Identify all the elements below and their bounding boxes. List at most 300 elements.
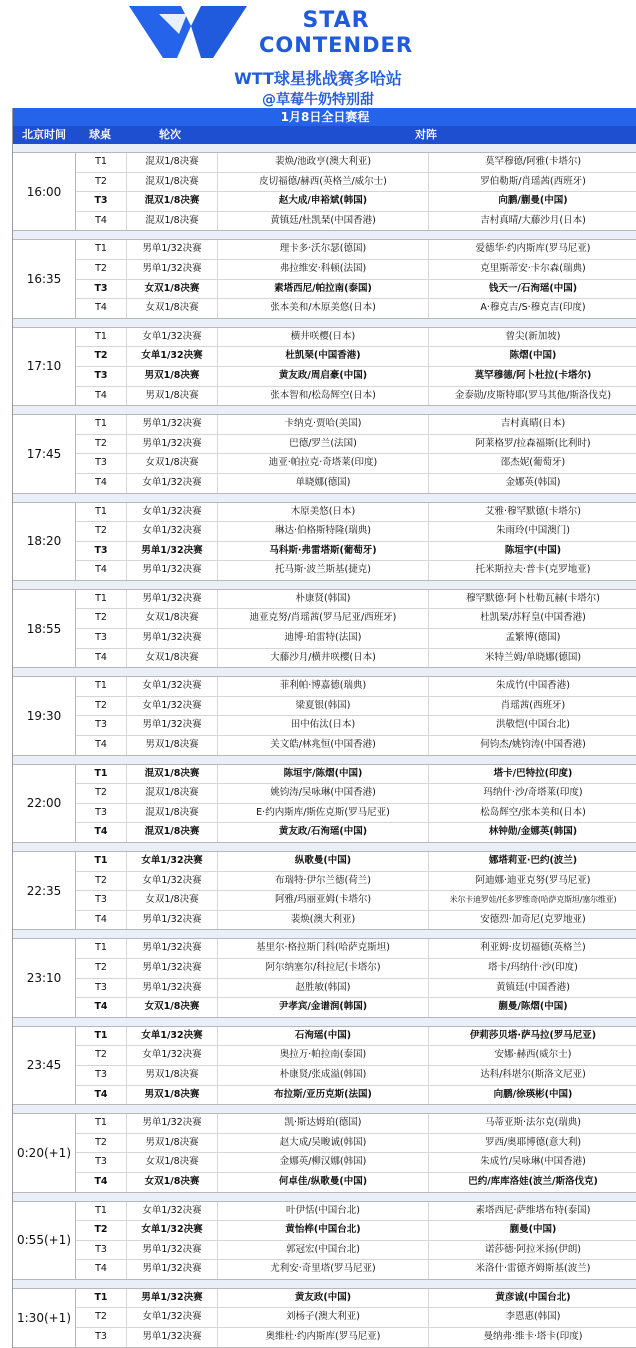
match-row xyxy=(76,609,636,629)
match-rows xyxy=(76,1289,636,1347)
match-row xyxy=(76,649,636,668)
player-side-b: 伊莉莎贝塔·萨马拉(罗马尼亚) xyxy=(469,1029,597,1041)
player-side-b: 娜塔莉亚·巴约(波兰) xyxy=(488,855,578,866)
player-side-b: 蒯曼/陈熠(中国) xyxy=(498,1001,568,1013)
match-row xyxy=(76,1027,636,1047)
player-side-b: 曼纳弗·维卡·塔卡(印度) xyxy=(483,1331,583,1343)
player-side-a: 刘杨子(澳大利亚) xyxy=(218,1308,429,1327)
match-row xyxy=(76,804,636,824)
round-label: 女单1/32决赛 xyxy=(127,1046,218,1065)
player-side-b: 克里斯蒂安·卡尔森(瑞典) xyxy=(480,262,586,274)
round-label: 男单1/32决赛 xyxy=(127,939,218,958)
player-side-a: 弗拉维安·科顿(法国) xyxy=(218,260,429,279)
table-number: T2 xyxy=(76,1221,127,1240)
match-row xyxy=(76,522,636,542)
match-row xyxy=(76,716,636,736)
player-side-b: 阿迪娜·迪亚克努(罗马尼亚) xyxy=(475,874,591,886)
player-side-a: 迪亚·帕拉克·奇塔莱(印度) xyxy=(218,454,429,473)
player-side-b: 达科/科堪尔(斯洛文尼亚) xyxy=(480,1068,586,1080)
match-row xyxy=(76,280,636,300)
match-row xyxy=(76,736,636,755)
time-slot: 16:35 xyxy=(13,240,76,317)
match-row xyxy=(76,503,636,523)
round-label: 女单1/32决赛 xyxy=(127,872,218,891)
match-rows xyxy=(76,939,636,1016)
player-side-a: 阿尔纳塞尔/科拉尼(卡塔尔) xyxy=(218,959,429,978)
match-row xyxy=(76,1046,636,1066)
match-row xyxy=(76,784,636,804)
round-label: 女双1/8决赛 xyxy=(127,280,218,299)
round-label: 女单1/32决赛 xyxy=(127,328,218,347)
time-block xyxy=(13,153,636,231)
round-label: 混双1/8决赛 xyxy=(127,784,218,803)
player-side-b: 金泰勋/皮斯特耶(罗马其他/斯洛伐克) xyxy=(454,389,612,401)
match-row xyxy=(76,1289,636,1309)
player-side-a: E·约内斯库/斯佐克斯(罗马尼亚) xyxy=(218,804,429,823)
block-spacer xyxy=(13,1018,636,1027)
match-row xyxy=(76,561,636,580)
round-label: 女单1/32决赛 xyxy=(127,1027,218,1046)
player-side-b: 莫罕穆德/阿卜杜拉(卡塔尔) xyxy=(474,369,592,381)
header xyxy=(0,0,636,118)
block-spacer xyxy=(13,144,636,153)
match-row xyxy=(76,697,636,717)
player-side-a: 迪亚克努/肖瑶茜(罗马尼亚/西班牙) xyxy=(218,609,429,628)
round-label: 男双1/8决赛 xyxy=(127,387,218,406)
table-number: T4 xyxy=(76,1086,127,1105)
player-side-b: 莫罕穆德/阿雅(卡塔尔) xyxy=(484,156,582,167)
time-slot: 19:30 xyxy=(13,677,76,754)
time-slot: 22:00 xyxy=(13,765,76,842)
match-row xyxy=(76,1173,636,1192)
player-side-b: 玛纳什·沙/奇塔莱(印度) xyxy=(483,787,583,799)
round-label: 男单1/32决赛 xyxy=(127,1114,218,1133)
round-label: 女单1/32决赛 xyxy=(127,503,218,522)
match-row xyxy=(76,454,636,474)
player-side-b: 孟繁博(德国) xyxy=(505,632,561,644)
player-side-b: 阿莱格罗/拉森福斯(比利时) xyxy=(475,437,591,449)
match-row xyxy=(76,911,636,930)
col-header-match: 对阵 xyxy=(415,128,437,141)
player-side-a: 叶伊恬(中国台北) xyxy=(218,1202,429,1221)
table-number: T4 xyxy=(76,299,127,318)
match-row xyxy=(76,677,636,697)
match-row xyxy=(76,328,636,348)
round-label: 男单1/32决赛 xyxy=(127,590,218,609)
round-label: 男单1/32决赛 xyxy=(127,959,218,978)
round-label: 男双1/8决赛 xyxy=(127,1066,218,1085)
time-slot: 18:55 xyxy=(13,590,76,667)
player-side-a: 黄友政/周启豪(中国) xyxy=(218,367,429,386)
player-side-a: 赵大成/吴畯诚(韩国) xyxy=(218,1134,429,1153)
table-number: T1 xyxy=(76,1114,127,1133)
player-side-a: 尹孝宾/金谱润(韩国) xyxy=(218,998,429,1017)
player-side-a: 阿雅/玛丽亚姆(卡塔尔) xyxy=(218,891,429,910)
player-side-a: 何卓佳/纵歌曼(中国) xyxy=(218,1173,429,1192)
match-row xyxy=(76,1260,636,1279)
table-number: T1 xyxy=(76,328,127,347)
col-header-round: 轮次 xyxy=(159,128,181,141)
match-row xyxy=(76,474,636,493)
round-label: 女单1/32决赛 xyxy=(127,697,218,716)
table-number: T2 xyxy=(76,697,127,716)
match-rows xyxy=(76,1114,636,1191)
table-number: T1 xyxy=(76,153,127,172)
table-number: T4 xyxy=(76,387,127,406)
table-number: T1 xyxy=(76,590,127,609)
player-side-a: 素塔西尼/帕拉南(泰国) xyxy=(218,280,429,299)
block-spacer xyxy=(13,319,636,328)
table-number: T3 xyxy=(76,1066,127,1085)
time-slot: 22:35 xyxy=(13,852,76,929)
round-label: 男单1/32决赛 xyxy=(127,542,218,561)
match-row xyxy=(76,1153,636,1173)
match-row xyxy=(76,387,636,406)
table-number: T4 xyxy=(76,823,127,842)
match-row xyxy=(76,1221,636,1241)
match-row xyxy=(76,1308,636,1328)
player-side-a: 托马斯·波兰斯基(捷克) xyxy=(218,561,429,580)
table-number: T2 xyxy=(76,1046,127,1065)
player-side-b: 吉村真晴/大藤沙月(日本) xyxy=(480,214,586,226)
time-block xyxy=(13,1027,636,1105)
table-number: T3 xyxy=(76,1153,127,1172)
table-number: T3 xyxy=(76,629,127,648)
round-label: 女双1/8决赛 xyxy=(127,1173,218,1192)
player-side-a: 单晓娜(德国) xyxy=(218,474,429,493)
player-side-a: 赵胜敏(韩国) xyxy=(218,979,429,998)
player-side-a: 裴焕/池政亨(澳大利亚) xyxy=(218,153,429,172)
day-title: 1月8日全日赛程 xyxy=(13,108,636,126)
player-side-a: 姚钧涛/吴咏琳(中国香港) xyxy=(218,784,429,803)
time-block xyxy=(13,1289,636,1348)
wtt-logo-icon xyxy=(129,6,247,58)
match-rows xyxy=(76,677,636,754)
table-number: T1 xyxy=(76,1202,127,1221)
logo-line1: STAR xyxy=(302,8,370,33)
table-number: T3 xyxy=(76,367,127,386)
time-block xyxy=(13,415,636,493)
match-row xyxy=(76,299,636,318)
col-header-table: 球桌 xyxy=(89,128,111,141)
round-label: 女双1/8决赛 xyxy=(127,609,218,628)
time-slot: 23:10 xyxy=(13,939,76,1016)
player-side-b: 利亚姆·皮切福德(英格兰) xyxy=(480,942,586,954)
match-row xyxy=(76,1066,636,1086)
player-side-b: 向鹏/蒯曼(中国) xyxy=(498,195,568,207)
block-spacer xyxy=(13,1105,636,1114)
round-label: 男双1/8决赛 xyxy=(127,1086,218,1105)
table-number: T3 xyxy=(76,192,127,211)
player-side-a: 菲利帕·博嘉德(瑞典) xyxy=(218,677,429,696)
match-rows xyxy=(76,852,636,929)
match-rows xyxy=(76,153,636,230)
match-row xyxy=(76,891,636,911)
player-side-a: 朴康贤/张成溢(韩国) xyxy=(218,1066,429,1085)
table-number: T2 xyxy=(76,1134,127,1153)
table-number: T1 xyxy=(76,1027,127,1046)
player-side-a: 纵歌曼(中国) xyxy=(218,852,429,871)
player-side-b: 安娜·赫西(威尔士) xyxy=(494,1049,572,1061)
table-number: T2 xyxy=(76,872,127,891)
schedule-table xyxy=(12,108,636,1348)
table-number: T1 xyxy=(76,677,127,696)
player-side-a: 田中佑汰(日本) xyxy=(218,716,429,735)
table-number: T2 xyxy=(76,347,127,366)
match-row xyxy=(76,1114,636,1134)
round-label: 混双1/8决赛 xyxy=(127,192,218,211)
player-side-b: 林钟勋/金娜英(韩国) xyxy=(488,826,578,838)
match-row xyxy=(76,629,636,649)
round-label: 男单1/32决赛 xyxy=(127,1328,218,1347)
time-block xyxy=(13,503,636,581)
match-rows xyxy=(76,1202,636,1279)
round-label: 男单1/32决赛 xyxy=(127,435,218,454)
player-side-b: 米特兰姆/单晓娜(德国) xyxy=(484,651,582,663)
time-block xyxy=(13,240,636,318)
round-label: 混双1/8决赛 xyxy=(127,765,218,784)
player-side-b: 肖瑶茜(西班牙) xyxy=(500,699,566,711)
table-number: T2 xyxy=(76,260,127,279)
player-side-a: 理卡多·沃尔瑟(德国) xyxy=(218,240,429,259)
round-label: 女单1/32决赛 xyxy=(127,347,218,366)
table-number: T4 xyxy=(76,1173,127,1192)
player-side-b: 米尔卡迪罗娃/托多罗维奇(哈萨克斯坦/塞尔维亚) xyxy=(449,895,617,905)
match-row xyxy=(76,765,636,785)
match-rows xyxy=(76,590,636,667)
player-side-a: 杜凯琹(中国香港) xyxy=(218,347,429,366)
table-number: T2 xyxy=(76,609,127,628)
player-side-a: 马科斯·弗雷塔斯(葡萄牙) xyxy=(218,542,429,561)
table-number: T3 xyxy=(76,454,127,473)
player-side-a: 卡纳克·贾哈(美国) xyxy=(218,415,429,434)
col-header-time: 北京时间 xyxy=(22,128,66,141)
player-side-a: 张本美和/木原美悠(日本) xyxy=(218,299,429,318)
time-slot: 1:30(+1) xyxy=(13,1289,76,1347)
match-row xyxy=(76,1134,636,1154)
player-side-b: 朱成竹/吴咏琳(中国香港) xyxy=(480,1156,586,1168)
player-side-b: 曾尖(新加坡) xyxy=(505,330,561,342)
table-number: T2 xyxy=(76,1308,127,1327)
table-number: T4 xyxy=(76,911,127,930)
table-number: T3 xyxy=(76,1241,127,1260)
table-number: T1 xyxy=(76,939,127,958)
player-side-b: 陈垣宇(中国) xyxy=(504,544,562,556)
match-row xyxy=(76,823,636,842)
table-number: T4 xyxy=(76,212,127,231)
player-side-a: 关文皓/林兆恒(中国香港) xyxy=(218,736,429,755)
round-label: 女双1/8决赛 xyxy=(127,454,218,473)
player-side-b: 塔卡/巴特拉(印度) xyxy=(493,767,573,779)
player-side-b: 松岛辉空/张本美和(日本) xyxy=(480,806,586,818)
player-side-a: 赵大成/申裕斌(韩国) xyxy=(218,192,429,211)
match-row xyxy=(76,1241,636,1261)
match-row xyxy=(76,1202,636,1222)
table-number: T1 xyxy=(76,240,127,259)
player-side-b: A·穆克吉/S·穆克吉(印度) xyxy=(480,302,586,314)
round-label: 男单1/32决赛 xyxy=(127,911,218,930)
match-row xyxy=(76,852,636,872)
time-blocks xyxy=(13,144,636,1348)
block-spacer xyxy=(13,494,636,503)
player-side-b: 素塔西尼·萨维塔布特(泰国) xyxy=(475,1204,591,1216)
round-label: 男双1/8决赛 xyxy=(127,736,218,755)
table-number: T4 xyxy=(76,736,127,755)
time-block xyxy=(13,1114,636,1192)
match-row xyxy=(76,1328,636,1347)
player-side-b: 金娜英(韩国) xyxy=(505,476,561,488)
match-row xyxy=(76,192,636,212)
player-side-b: 钱天一/石洵瑶(中国) xyxy=(488,282,578,294)
player-side-b: 李恩惠(韩国) xyxy=(505,1311,561,1323)
match-row xyxy=(76,173,636,193)
time-block xyxy=(13,328,636,406)
round-label: 男单1/32决赛 xyxy=(127,629,218,648)
time-slot: 23:45 xyxy=(13,1027,76,1104)
round-label: 男单1/32决赛 xyxy=(127,1289,218,1308)
round-label: 混双1/8决赛 xyxy=(127,153,218,172)
round-label: 女双1/8决赛 xyxy=(127,649,218,668)
player-side-a: 石洵瑶(中国) xyxy=(218,1027,429,1046)
table-number: T4 xyxy=(76,998,127,1017)
player-side-b: 黄镇廷(中国香港) xyxy=(496,981,570,993)
time-slot: 0:20(+1) xyxy=(13,1114,76,1191)
player-side-b: 陈熠(中国) xyxy=(509,350,557,362)
round-label: 女单1/32决赛 xyxy=(127,1221,218,1240)
table-number: T2 xyxy=(76,959,127,978)
table-number: T3 xyxy=(76,716,127,735)
time-slot: 17:10 xyxy=(13,328,76,405)
block-spacer xyxy=(13,668,636,677)
round-label: 女双1/8决赛 xyxy=(127,1153,218,1172)
match-row xyxy=(76,367,636,387)
block-spacer xyxy=(13,406,636,415)
player-side-a: 尤利安·奇里塔(罗马尼亚) xyxy=(218,1260,429,1279)
player-side-a: 张本智和/松岛辉空(日本) xyxy=(218,387,429,406)
match-row xyxy=(76,212,636,231)
round-label: 女单1/32决赛 xyxy=(127,1202,218,1221)
round-label: 男双1/8决赛 xyxy=(127,367,218,386)
player-side-b: 何钧杰/姚钧涛(中国香港) xyxy=(480,739,586,751)
table-number: T1 xyxy=(76,1289,127,1308)
block-spacer xyxy=(13,843,636,852)
player-side-b: 安德烈·加奇尼(克罗地亚) xyxy=(480,913,586,925)
round-label: 混双1/8决赛 xyxy=(127,173,218,192)
match-row xyxy=(76,153,636,173)
table-number: T3 xyxy=(76,979,127,998)
match-row xyxy=(76,979,636,999)
player-side-b: 洪敬恺(中国台北) xyxy=(496,719,570,731)
table-number: T3 xyxy=(76,542,127,561)
round-label: 混双1/8决赛 xyxy=(127,212,218,231)
match-row xyxy=(76,542,636,562)
match-row xyxy=(76,590,636,610)
round-label: 女单1/32决赛 xyxy=(127,852,218,871)
time-block xyxy=(13,939,636,1017)
player-side-b: 托米斯拉夫·普卡(克罗地亚) xyxy=(475,564,591,576)
table-number: T4 xyxy=(76,561,127,580)
round-label: 混双1/8决赛 xyxy=(127,823,218,842)
table-number: T2 xyxy=(76,435,127,454)
player-side-a: 金娜英/柳汉娜(韩国) xyxy=(218,1153,429,1172)
time-block xyxy=(13,852,636,930)
match-rows xyxy=(76,415,636,492)
player-side-a: 黄镇廷/杜凯琹(中国香港) xyxy=(218,212,429,231)
match-row xyxy=(76,959,636,979)
column-header-row xyxy=(13,126,636,144)
match-row xyxy=(76,872,636,892)
match-row xyxy=(76,1086,636,1105)
player-side-b: 向鹏/徐瑛彬(中国) xyxy=(493,1088,573,1100)
logo-line2: CONTENDER xyxy=(258,33,414,57)
table-number: T1 xyxy=(76,415,127,434)
round-label: 女单1/32决赛 xyxy=(127,474,218,493)
time-slot: 17:45 xyxy=(13,415,76,492)
match-rows xyxy=(76,503,636,580)
match-row xyxy=(76,415,636,435)
player-side-b: 朱雨玲(中国澳门) xyxy=(496,525,570,537)
block-spacer xyxy=(13,756,636,765)
round-label: 男单1/32决赛 xyxy=(127,1260,218,1279)
player-side-b: 马蒂亚斯·法尔克(瑞典) xyxy=(485,1117,581,1129)
player-side-a: 布瑞特·伊尔兰德(荷兰) xyxy=(218,872,429,891)
block-spacer xyxy=(13,1280,636,1289)
time-block xyxy=(13,1202,636,1280)
player-side-b: 邵杰妮(葡萄牙) xyxy=(500,457,566,469)
round-label: 女单1/32决赛 xyxy=(127,1308,218,1327)
match-row xyxy=(76,240,636,260)
round-label: 男单1/32决赛 xyxy=(127,240,218,259)
table-number: T2 xyxy=(76,522,127,541)
table-number: T2 xyxy=(76,784,127,803)
match-row xyxy=(76,939,636,959)
time-slot: 18:20 xyxy=(13,503,76,580)
match-row xyxy=(76,347,636,367)
table-number: T1 xyxy=(76,852,127,871)
table-number: T4 xyxy=(76,649,127,668)
player-side-a: 迪博·珀雷特(法国) xyxy=(218,629,429,648)
player-side-b: 艾雅·穆罕默德(卡塔尔) xyxy=(485,505,581,517)
player-side-b: 黄彦诚(中国台北) xyxy=(495,1291,571,1303)
table-number: T3 xyxy=(76,804,127,823)
player-side-a: 琳达·伯格斯特隆(瑞典) xyxy=(218,522,429,541)
player-side-b: 罗西/奥耶博德(意大利) xyxy=(484,1136,582,1148)
table-number: T3 xyxy=(76,280,127,299)
round-label: 女单1/32决赛 xyxy=(127,677,218,696)
player-side-b: 朱成竹(中国香港) xyxy=(496,680,570,692)
table-number: T1 xyxy=(76,765,127,784)
author-handle: @草莓牛奶特别甜 xyxy=(262,92,374,108)
round-label: 女单1/32决赛 xyxy=(127,522,218,541)
player-side-b: 罗伯勒斯/肖瑶茜(西班牙) xyxy=(480,175,586,187)
player-side-a: 横井咲樱(日本) xyxy=(218,328,429,347)
player-side-a: 朴康贤(韩国) xyxy=(218,590,429,609)
player-side-a: 奥维杜·约内斯库(罗马尼亚) xyxy=(218,1328,429,1347)
round-label: 男单1/32决赛 xyxy=(127,260,218,279)
player-side-a: 梁夏银(韩国) xyxy=(218,697,429,716)
player-side-a: 基里尔·格拉斯门科(哈萨克斯坦) xyxy=(218,939,429,958)
star-contender-logo xyxy=(256,9,416,57)
player-side-a: 大藤沙月/横井咲樱(日本) xyxy=(218,649,429,668)
player-side-a: 黄友政/石洵瑶(中国) xyxy=(218,823,429,842)
player-side-a: 黄怡桦(中国台北) xyxy=(218,1221,429,1240)
player-side-a: 巴德/罗兰(法国) xyxy=(218,435,429,454)
player-side-a: 陈垣宇/陈熠(中国) xyxy=(218,765,429,784)
round-label: 男单1/32决赛 xyxy=(127,979,218,998)
time-slot: 0:55(+1) xyxy=(13,1202,76,1279)
round-label: 男单1/32决赛 xyxy=(127,415,218,434)
table-number: T2 xyxy=(76,173,127,192)
